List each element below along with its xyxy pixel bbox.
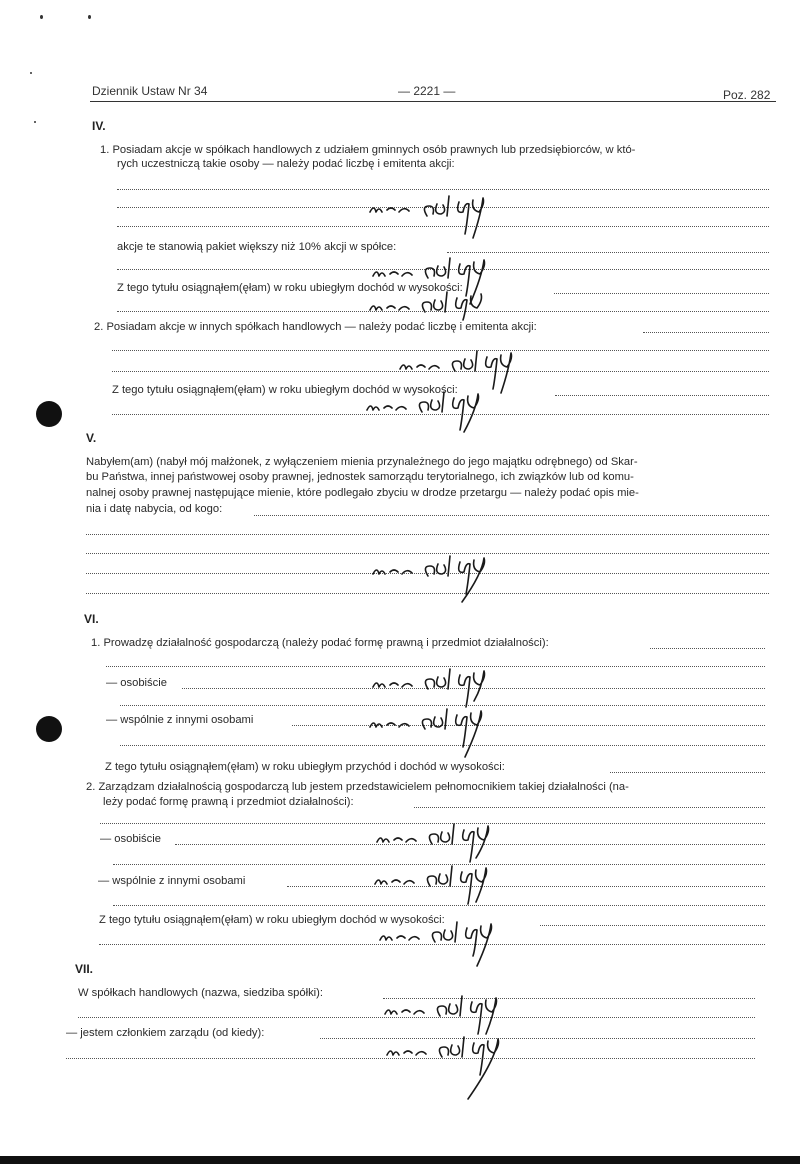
section-v-title: V. [86, 431, 97, 445]
vi-osobiscie1-label: — osobiście [106, 677, 167, 689]
answer-line [254, 515, 769, 516]
vi-wspolnie1-label: — wspólnie z innymi osobami [106, 714, 254, 726]
header-rule [90, 101, 776, 102]
punch-hole [36, 401, 62, 427]
handwritten-nie-dotyczy [365, 290, 535, 350]
vi-wspolnie2-label: — wspólnie z innymi osobami [98, 875, 246, 887]
answer-line [650, 648, 765, 649]
handwritten-nie-dotyczy [382, 1033, 552, 1093]
vi-item2-line1: 2. Zarządzam działalnością gospodarczą lub jestem przedstawicielem pełnomocnikiem takiej działalności (na- [86, 781, 629, 793]
punch-hole [36, 716, 62, 742]
vi-item2-line2: leży podać formę prawną i przedmiot działalności): [103, 796, 354, 808]
vi-dochod1-label: Z tego tytułu osiągnąłem(ęłam) w roku ubiegłym przychód i dochód w wysokości: [105, 761, 505, 773]
answer-line [643, 332, 769, 333]
vii-zarzad-label: — jestem członkiem zarządu (od kiedy): [66, 1027, 265, 1039]
answer-line [86, 534, 769, 535]
scan-bottom-edge [0, 1156, 800, 1164]
vii-spolki-label: W spółkach handlowych (nazwa, siedziba spółki): [78, 987, 323, 999]
iv-item1-line2: rych uczestniczą takie osoby — należy podać liczbę i emitenta akcji: [117, 158, 455, 170]
gazette-title: Dziennik Ustaw Nr 34 [92, 84, 208, 98]
page-number: — 2221 — [398, 84, 456, 98]
iv-item2-label: 2. Posiadam akcje w innych spółkach handlowych — należy podać liczbę i emitenta akcji: [94, 321, 537, 333]
iv-dochod1-label: Z tego tytułu osiągnąłem(ęłam) w roku ubiegłym dochód w wysokości: [117, 282, 463, 294]
answer-line [610, 772, 765, 773]
answer-line [555, 395, 769, 396]
answer-line [540, 925, 765, 926]
section-vii-title: VII. [75, 962, 94, 976]
v-line4: nia i datę nabycia, od kogo: [86, 503, 223, 515]
vi-osobiscie2-label: — osobiście [100, 833, 161, 845]
vi-item1-label: 1. Prowadzę działalność gospodarczą (należy podać formę prawną i przedmiot działalności): [91, 637, 549, 649]
handwritten-nie-dotyczy [375, 918, 545, 978]
v-line3: nalnej osoby prawnej następujące mienie, które podlegało zbyciu w drodze przetargu — należy podać opis mie- [86, 487, 639, 499]
handwritten-nie-dotyczy [370, 862, 540, 922]
v-line2: bu Państwa, innej państwowej osoby prawnej, jednostek samorządu terytorialnego, ich związków lub od komu- [86, 471, 634, 483]
handwritten-nie-dotyczy [362, 388, 532, 448]
answer-line [414, 807, 765, 808]
iv-item1-line1: 1. Posiadam akcje w spółkach handlowych z udziałem gminnych osób prawnych lub przedsiębiorców, w któ- [100, 144, 636, 156]
iv-dochod2-label: Z tego tytułu osiągnąłem(ęłam) w roku ubiegłym dochód w wysokości: [112, 384, 458, 396]
handwritten-nie-dotyczy [368, 548, 538, 608]
scan-speck [88, 15, 91, 19]
iv-pakiet-label: akcje te stanowią pakiet większy niż 10% akcji w spółce: [117, 241, 397, 253]
vi-dochod2-label: Z tego tytułu osiągnąłem(ęłam) w roku ubiegłym dochód w wysokości: [99, 914, 445, 926]
handwritten-nie-dotyczy [365, 190, 535, 250]
scan-speck [40, 15, 43, 19]
section-vi-title: VI. [84, 612, 99, 626]
handwritten-nie-dotyczy [365, 703, 535, 763]
v-line1: Nabyłem(am) (nabył mój małżonek, z wyłączeniem mienia przynależnego do jego majątku odrębnego) od Skar- [86, 456, 638, 468]
scan-speck [34, 121, 36, 123]
section-iv-title: IV. [92, 119, 106, 133]
scan-speck [30, 72, 32, 74]
answer-line [554, 293, 769, 294]
position-number: Poz. 282 [723, 88, 771, 102]
